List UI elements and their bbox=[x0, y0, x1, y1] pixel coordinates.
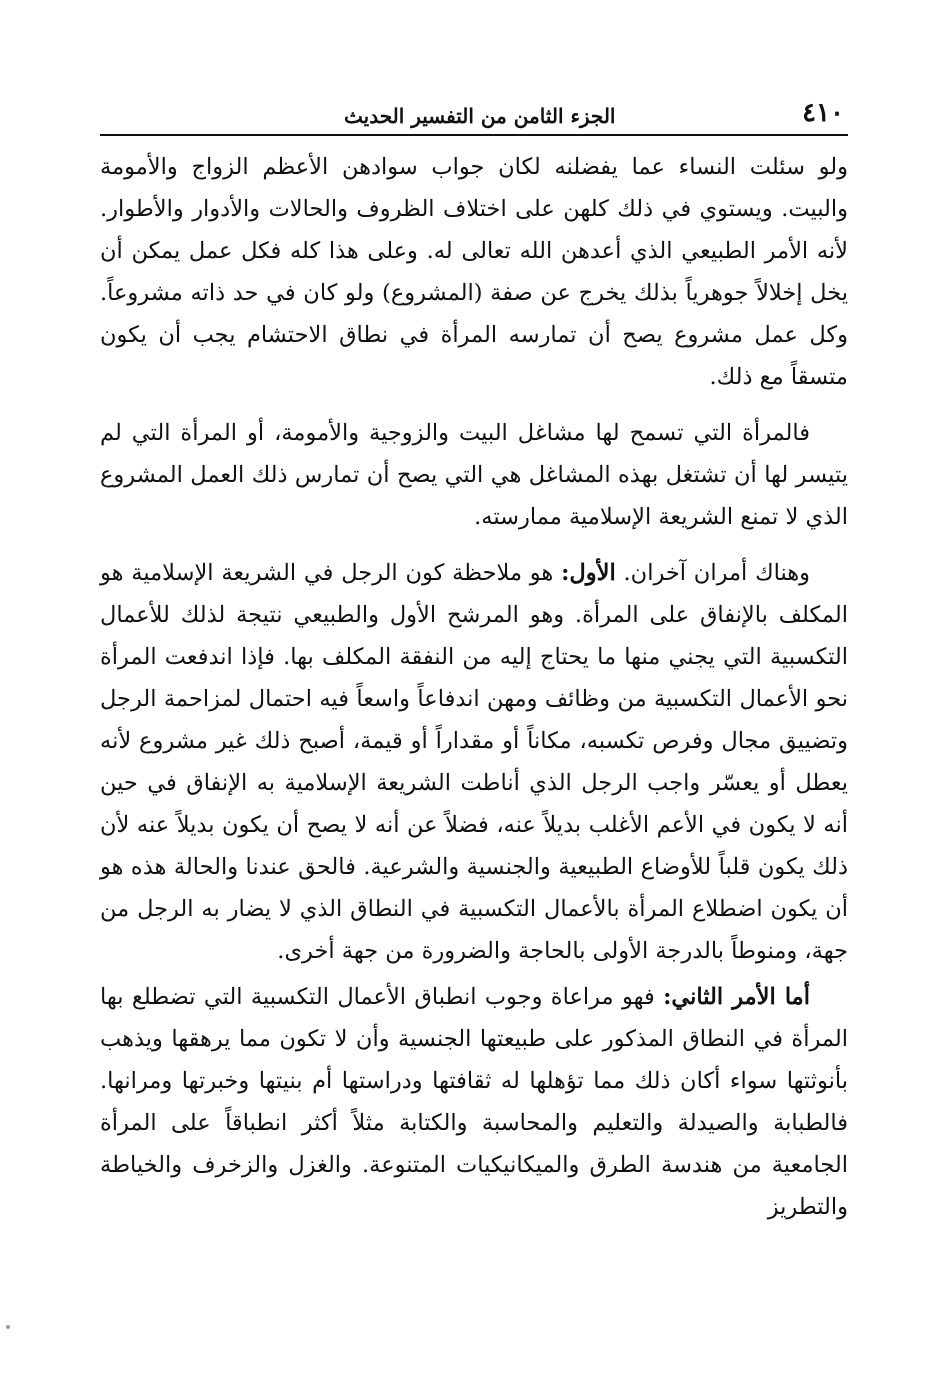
paragraph-text: فالمرأة التي تسمح لها مشاغل البيت والزوجية والأمومة، أو المرأة التي لم يتيسر لها أن تشتغل بهذه المشاغل هي التي يصح أن تمارس ذلك العمل المشروع الذي لا تمنع الشريعة الإسلامية ممارسته. bbox=[100, 420, 848, 530]
paragraph-lead: وهناك أمران آخران. bbox=[623, 560, 811, 586]
book-page bbox=[100, 96, 848, 1242]
paragraph-text: فهو مراعاة وجوب انطباق الأعمال التكسبية التي تضطلع بها المرأة في النطاق المذكور على طبيعتها الجنسية وأن لا تكون مما يرهقها ويذهب بأنوثتها سواء أكان ذلك مما تؤهلها له ثقافتها ودراستها أم بنيتها وخبرتها ومرانها. فالطبابة والصيدلة والتعليم والمحاسبة والكتابة مثلاً أكثر انطباقاً على المرأة الجامعية من هندسة الطرق والميكانيكيات المتنوعة. والغزل والزخرف والخياطة والتطريز bbox=[100, 984, 848, 1220]
paragraph-text: ولو سئلت النساء عما يفضلنه لكان جواب سوادهن الأعظم الزواج والأمومة والبيت. ويستوي في ذلك كلهن على اختلاف الظروف والحالات والأدوار والأطوار. لأنه الأمر الطبيعي الذي أعدهن الله تعالى له. وعلى هذا كله فكل عمل يمكن أن يخل إخلالاً جوهرياً بذلك يخرج عن صفة (المشروع) ولو كان في حد ذاته مشروعاً. وكل عمل مشروع يصح أن تمارسه المرأة في نطاق الاحتشام يجب أن يكون متسقاً مع ذلك. bbox=[100, 154, 848, 390]
paragraph-1 bbox=[100, 146, 848, 398]
page-number: ٤١٠ bbox=[802, 98, 844, 128]
paragraph-3 bbox=[100, 552, 848, 972]
running-title: الجزء الثامن من التفسير الحديث bbox=[344, 104, 616, 128]
paragraph-text: هو ملاحظة كون الرجل في الشريعة الإسلامية هو المكلف بالإنفاق على المرأة. وهو المرشح الأول والطبيعي نتيجة لذلك للأعمال التكسبية التي يجني منها ما يحتاج إليه من النفقة المكلف بها. فإذا اندفعت المرأة نحو الأعمال التكسبية من وظائف ومهن اندفاعاً واسعاً فيه احتمال لمزاحمة الرجل وتضييق مجال وفرص تكسبه، مكاناً أو مقداراً أو قيمة، أصبح ذلك غير مشروع لأنه يعطل أو يعسّر واجب الرجل الذي أناطت الشريعة الإسلامية به الإنفاق في حين أنه لا يكون في الأعم الأغلب بديلاً عنه، فضلاً عن أنه لا يصح أن يكون بديلاً عنه لأن ذلك يكون قلباً للأوضاع الطبيعية والجنسية والشرعية. فالحق عندنا والحالة هذه هو أن يكون اضطلاع المرأة بالأعمال التكسبية في النطاق الذي لا يضار به الرجل من جهة، ومنوطاً بالدرجة الأولى بالحاجة والضرورة من جهة أخرى. bbox=[100, 560, 848, 964]
scan-margin-mark bbox=[6, 1325, 10, 1329]
paragraph-keyword-first: الأول: bbox=[561, 560, 616, 586]
paragraph-2 bbox=[100, 412, 848, 538]
paragraph-4 bbox=[100, 976, 848, 1228]
body-text bbox=[100, 146, 848, 1228]
running-header bbox=[100, 96, 848, 136]
paragraph-keyword-second: أما الأمر الثاني: bbox=[663, 984, 810, 1010]
